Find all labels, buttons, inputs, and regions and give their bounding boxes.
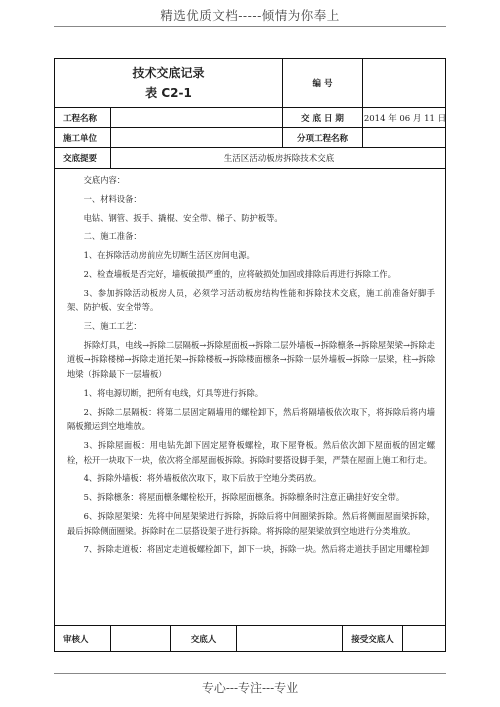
number-label: 编 号 — [283, 59, 363, 107]
date-label: 交 底 日 期 — [283, 108, 363, 127]
content-paragraph: 5、拆除檩条：将屋面檩条螺栓松开，拆除屋面檩条。拆除檩条时注意正确挂好安全带。 — [83, 492, 405, 503]
technical-disclosure-form — [54, 58, 446, 652]
reviewer-label: 审核人 — [55, 626, 111, 651]
summary-label: 交底提要 — [55, 148, 111, 168]
content-paragraph: 三、施工工艺： — [83, 321, 142, 332]
form-title-line1: 技术交底记录 — [132, 66, 205, 80]
form-title — [55, 59, 283, 107]
date-value[interactable]: 2014 年 06 月 11 日 — [363, 113, 447, 124]
content-paragraph: 2、拆除二层隔板：将第二层固定隔墙用的螺栓卸下，然后将隔墙板依次取下，将拆除后将内墙隔板搬运到空地堆放。 — [67, 406, 435, 432]
content-paragraph: 3、拆除屋面板：用电钻先卸下固定屋脊板螺栓，取下屋脊板。然后依次卸下屋面板的固定螺栓，松开一块取下一块，依次将全部屋面板拆除。拆除时要搭设脚手架，严禁在屋面上施工和行走。 — [67, 439, 435, 465]
content-paragraph: 电钻、钢管、扳手、撬棍、安全带、梯子、防护板等。 — [83, 212, 283, 223]
page-footer: 专心---专注---专业 — [201, 681, 299, 695]
footer-divider — [54, 673, 446, 674]
content-paragraph: 2、检查墙板是否完好，墙板破损严重的，应将破损处加固或排除后再进行拆除工作。 — [83, 268, 396, 279]
disclosure-content — [55, 169, 445, 627]
signature-row — [55, 625, 445, 651]
header-divider — [54, 26, 446, 27]
unit-row — [55, 128, 445, 148]
discloser-label: 交底人 — [171, 626, 237, 651]
reviewer-value[interactable] — [111, 626, 171, 651]
receiver-value[interactable] — [403, 626, 447, 651]
content-paragraph: 拆除灯具，电线→拆除二层隔板→拆除屋面板→拆除二层外墙板→拆除檩条→拆除屋架梁→拆除走道板→拆除楼梯→拆除走道托架→拆除楼板→拆除楼面檩条→拆除一层外墙板→拆除一层梁，柱→拆除地梁（拆除最下一层墙板） — [67, 339, 435, 380]
project-name-value[interactable] — [111, 108, 283, 127]
title-row — [55, 59, 445, 108]
summary-row — [55, 148, 445, 169]
content-paragraph: 交底内容： — [83, 175, 126, 185]
content-paragraph: 1、在拆除活动房前应先切断生活区房间电源。 — [83, 250, 255, 261]
form-title-line2: 表 C2-1 — [145, 86, 192, 100]
content-paragraph: 3、参加拆除活动板房人员，必须学习活动板房结构性能和拆除技术交底，施工前准备好脚手架、防护板、安全带等。 — [67, 287, 435, 313]
discloser-value[interactable] — [237, 626, 343, 651]
construction-unit-value[interactable] — [111, 128, 283, 147]
receiver-label: 接受交底人 — [343, 626, 403, 651]
number-value[interactable] — [363, 59, 447, 107]
project-row — [55, 108, 445, 128]
content-paragraph: 6、拆除屋架梁：先将中间屋架梁进行拆除，拆除后将中间圈梁拆除。然后将侧面屋面梁拆除，最后拆除侧面圈梁。拆除时在二层搭设架子进行拆除。将拆除的屋架梁放到空地进行分类堆放。 — [67, 510, 435, 536]
summary-value[interactable]: 生活区活动板房拆除技术交底 — [223, 154, 335, 164]
subproject-label: 分项工程名称 — [283, 128, 363, 147]
project-name-label: 工程名称 — [55, 108, 111, 127]
construction-unit-label: 施工单位 — [55, 128, 111, 147]
content-paragraph: 1、将电源切断，把所有电线，灯具等进行拆除。 — [83, 387, 264, 398]
content-paragraph: 4、拆除外墙板：将外墙板依次取下，取下后放于空地分类码放。 — [83, 473, 322, 484]
content-paragraph: 7、拆除走道板：将固定走道板螺栓卸下，卸下一块，拆除一块。然后将走道扶手固定用螺栓卸 — [83, 544, 430, 555]
page-header: 精选优质文档-----倾情为你奉上 — [160, 8, 340, 23]
content-paragraph: 二、施工准备： — [83, 231, 142, 242]
content-paragraph: 一、材料设备： — [83, 193, 142, 204]
subproject-value[interactable] — [363, 128, 447, 147]
